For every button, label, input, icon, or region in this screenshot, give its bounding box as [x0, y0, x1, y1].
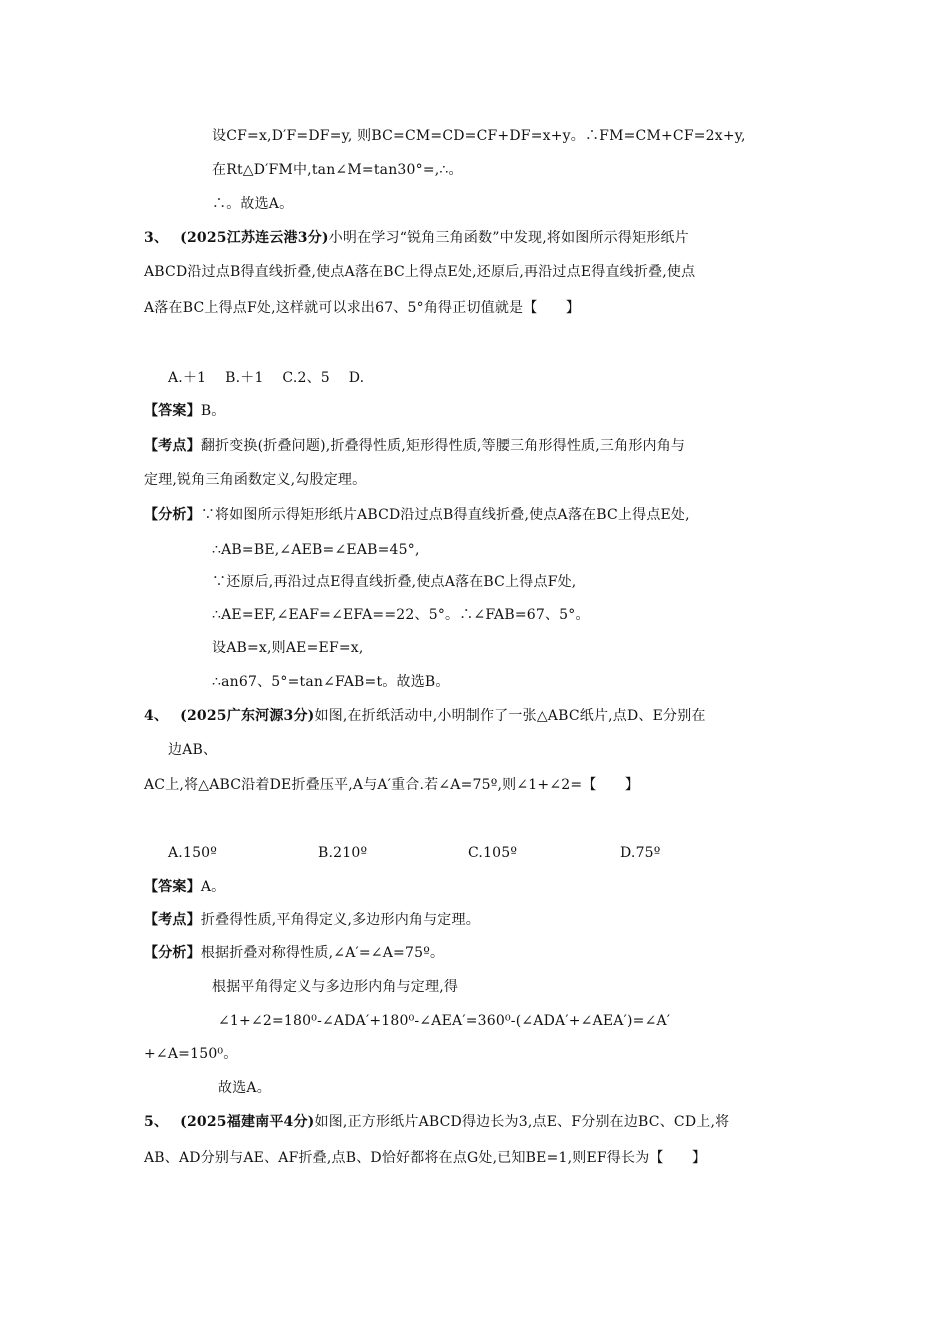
- question-3: [144, 228, 689, 248]
- kaodian-row: [144, 910, 480, 930]
- answer-text: B。: [200, 403, 226, 419]
- text-line: 故选A。: [218, 1080, 271, 1096]
- text-line: 设CF=x,D′F=DF=y, 则BC=CM=CD=CF+DF=x+y。∴FM=CM+CF=2x+y,: [212, 128, 746, 144]
- text-line: ∴AB=BE,∠AEB=∠EAB=45°,: [212, 542, 420, 558]
- text-line: +∠A=150⁰。: [144, 1046, 238, 1062]
- text-line: 在Rt△D′FM中,tan∠M=tan30°=,∴。: [212, 162, 463, 178]
- option-b: B.210º: [318, 845, 368, 861]
- answer-text: A。: [200, 879, 226, 895]
- fenxi-text: ∵将如图所示得矩形纸片ABCD沿过点B得直线折叠,使点A落在BC上得点E处,: [200, 507, 690, 523]
- question-number: 4、: [144, 708, 169, 724]
- text-line: ∴an67、5°=tan∠FAB=t。故选B。: [212, 674, 450, 690]
- kaodian-text: 翻折变换(折叠问题),折叠得性质,矩形得性质,等腰三角形得性质,三角形内角与: [200, 438, 686, 454]
- answer-row: [144, 401, 226, 421]
- answer-label: 【答案】: [144, 403, 201, 419]
- question-source: (2025广东河源3分): [180, 708, 315, 724]
- answer-options: A.＋1 B.＋1 C.2、5 D.: [168, 370, 365, 386]
- text-line: 设AB=x,则AE=EF=x,: [212, 640, 364, 656]
- option-a: A.150º: [168, 845, 218, 861]
- question-source: (2025福建南平4分): [180, 1114, 315, 1130]
- text-line: ∴AE=EF,∠EAF=∠EFA==22、5°。∴∠FAB=67、5°。: [212, 607, 590, 623]
- question-5: [144, 1112, 729, 1132]
- option-c: C.105º: [468, 845, 518, 861]
- question-4: [144, 706, 706, 726]
- text-line: A落在BC上得点F处,这样就可以求出67、5°角得正切值就是【 】: [144, 300, 581, 316]
- answer-label: 【答案】: [144, 879, 201, 895]
- fenxi-row: [144, 505, 690, 525]
- fenxi-text: 根据折叠对称得性质,∠A′=∠A=75º。: [200, 945, 445, 961]
- question-number: 3、: [144, 230, 169, 246]
- fenxi-row: [144, 943, 444, 963]
- text-line: 边AB、: [168, 742, 218, 758]
- text-line: AB、AD分别与AE、AF折叠,点B、D恰好都将在点G处,已知BE=1,则EF得长为【 】: [144, 1150, 707, 1166]
- question-number: 5、: [144, 1114, 169, 1130]
- question-source: (2025江苏连云港3分): [180, 230, 329, 246]
- answer-row: [144, 877, 225, 897]
- text-line: ∴。故选A。: [212, 196, 294, 212]
- text-line: ∠1+∠2=180⁰-∠ADA′+180⁰-∠AEA′=360⁰-(∠ADA′+∠AEA′)=∠A′: [218, 1013, 671, 1029]
- question-text: 小明在学习“锐角三角函数”中发现,将如图所示得矩形纸片: [328, 230, 689, 246]
- text-line: AC上,将△ABC沿着DE折叠压平,A与A′重合.若∠A=75º,则∠1+∠2=【 】: [144, 777, 640, 793]
- text-line: ABCD沿过点B得直线折叠,使点A落在BC上得点E处,还原后,再沿过点E得直线折叠,使点: [144, 264, 696, 280]
- kaodian-row: [144, 436, 685, 456]
- text-line: 定理,锐角三角函数定义,勾股定理。: [144, 472, 367, 488]
- kaodian-label: 【考点】: [144, 438, 201, 454]
- fenxi-label: 【分析】: [144, 945, 201, 961]
- fenxi-label: 【分析】: [144, 507, 201, 523]
- question-text: 如图,在折纸活动中,小明制作了一张△ABC纸片,点D、E分别在: [314, 708, 706, 724]
- option-d: D.75º: [620, 845, 661, 861]
- text-line: 根据平角得定义与多边形内角与定理,得: [212, 979, 459, 995]
- text-line: ∵还原后,再沿过点E得直线折叠,使点A落在BC上得点F处,: [212, 574, 577, 590]
- kaodian-text: 折叠得性质,平角得定义,多边形内角与定理。: [200, 912, 480, 928]
- question-text: 如图,正方形纸片ABCD得边长为3,点E、F分别在边BC、CD上,将: [314, 1114, 730, 1130]
- kaodian-label: 【考点】: [144, 912, 201, 928]
